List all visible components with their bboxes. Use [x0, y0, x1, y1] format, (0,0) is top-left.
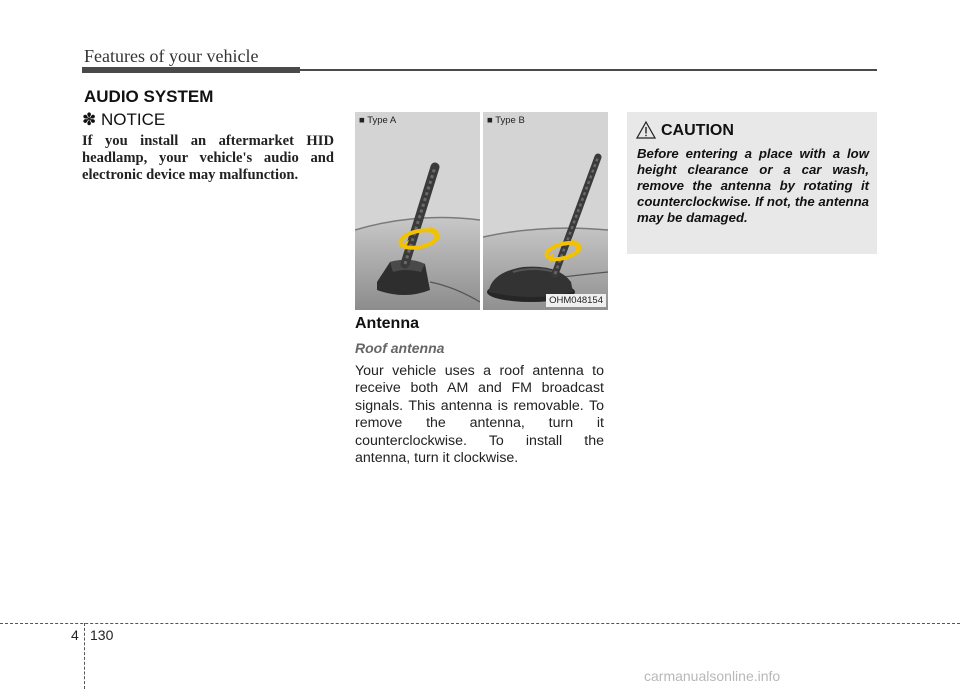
type-b-label: ■ Type B	[487, 115, 525, 126]
type-b-antenna-illustration	[483, 112, 608, 310]
antenna-subtitle: Roof antenna	[355, 340, 445, 356]
antenna-figure	[355, 112, 608, 310]
type-a-label: ■ Type A	[359, 115, 397, 126]
footer-page-number: 130	[90, 627, 114, 643]
caution-text: Before entering a place with a low height clearance or a car wash, remove the antenna by rotating it counterclockwise. If not, the antenna may be damaged.	[637, 146, 869, 225]
type-a-antenna-illustration	[355, 112, 480, 310]
caution-box	[627, 112, 877, 254]
figure-code: OHM048154	[546, 294, 606, 307]
figure-panel-type-b	[483, 112, 608, 310]
section-title: AUDIO SYSTEM	[84, 87, 214, 106]
watermark: carmanualsonline.info	[644, 668, 781, 684]
antenna-body: Your vehicle uses a roof antenna to receive both AM and FM broadcast signals. This antenna is removable. To remove the antenna, turn it counterclockwise. To install the antenna, turn it clockwise.	[355, 363, 604, 467]
notice-body: If you install an aftermarket HID headlamp, your vehicle's audio and electronic device may malfunction.	[82, 133, 334, 183]
footer-divider	[84, 623, 85, 689]
antenna-title: Antenna	[355, 315, 419, 332]
header-title: Features of your vehicle	[84, 46, 259, 66]
notice-heading: ✽ NOTICE	[82, 110, 166, 129]
caution-title: CAUTION	[661, 122, 734, 139]
footer-rule	[0, 623, 960, 624]
header-rule-thick	[82, 67, 300, 73]
warning-triangle-icon	[636, 120, 656, 140]
footer-chapter-number: 4	[71, 627, 79, 643]
figure-panel-type-a	[355, 112, 480, 310]
header-rule-thin	[300, 69, 877, 71]
